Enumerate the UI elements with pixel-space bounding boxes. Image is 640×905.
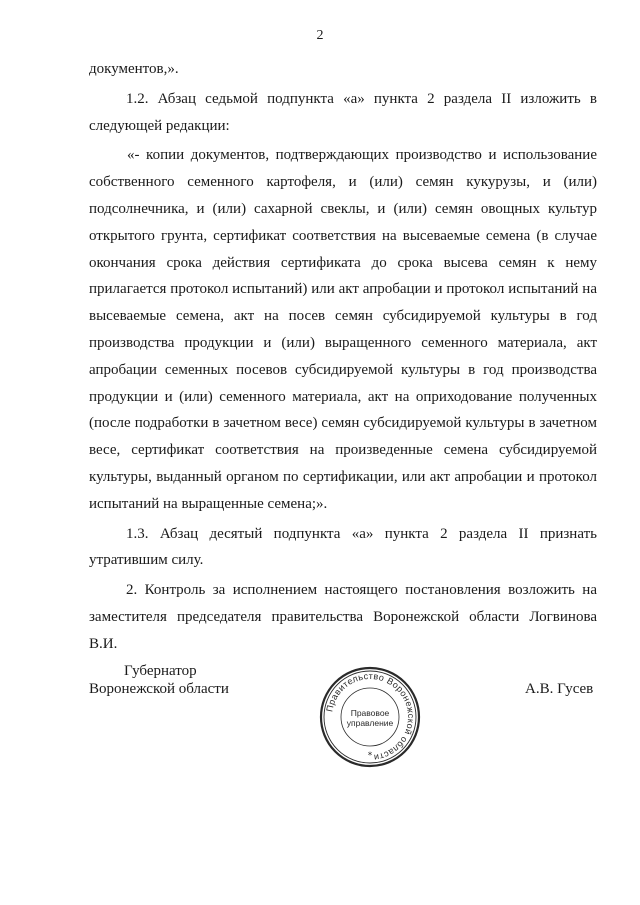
stamp-center-line1: Правовое [350, 708, 390, 718]
paragraph-quoted-text: «- копии документов, подтверждающих производство и использование собственного семенного картофеля, и (или) семян кукурузы, и (или) подсолнечника, и (или) сахарной свеклы, и (или) семян овощных культур открытого грунта, сертификат соответствия на высеваемые семена (в случае окончания срока действия сертификата до срока высева семян к нему прилагается протокол испытаний) или акт апробации и протокол испытаний на высеваемые семена, акт на посев семян субсидируемой культуры в год производства продукции и (или) выращенного семенного материала, акт апробации семенных посевов субсидируемой культуры в год производства продукции и (или) семенного материала, акт на оприходование полученных (после подработки в зачетном весе) семян субсидируемой культуры в зачетном весе, сертификат соответствия на произведенные семена субсидируемой культуры, выданный органом по сертификации, или акт апробации и протокол испытаний на выращенные семена;». [89, 147, 597, 512]
document-body [89, 56, 597, 658]
stamp-star: * [367, 751, 373, 761]
paragraph-continuation: документов,». [89, 61, 179, 77]
signatory-name: А.В. Гусев [525, 681, 594, 697]
stamp-center-line2: управление [346, 718, 394, 728]
stamp-ring-text: Правительство Воронежской области [324, 670, 417, 763]
signatory-title: Губернатор [124, 663, 197, 679]
signatory-region: Воронежской области [89, 681, 229, 697]
official-stamp [318, 665, 422, 769]
paragraph-2: 2. Контроль за исполнением настоящего постановления возложить на заместителя председателя правительства Воронежской области Логвинова В.И. [89, 582, 597, 652]
signatory-position [89, 662, 229, 698]
page-number: 2 [316, 28, 324, 43]
paragraph-1-3: 1.3. Абзац десятый подпункта «а» пункта 2 раздела II признать утратившим силу. [89, 525, 597, 569]
paragraph-1-2: 1.2. Абзац седьмой подпункта «а» пункта 2 раздела II изложить в следующей редакции: [89, 90, 597, 134]
